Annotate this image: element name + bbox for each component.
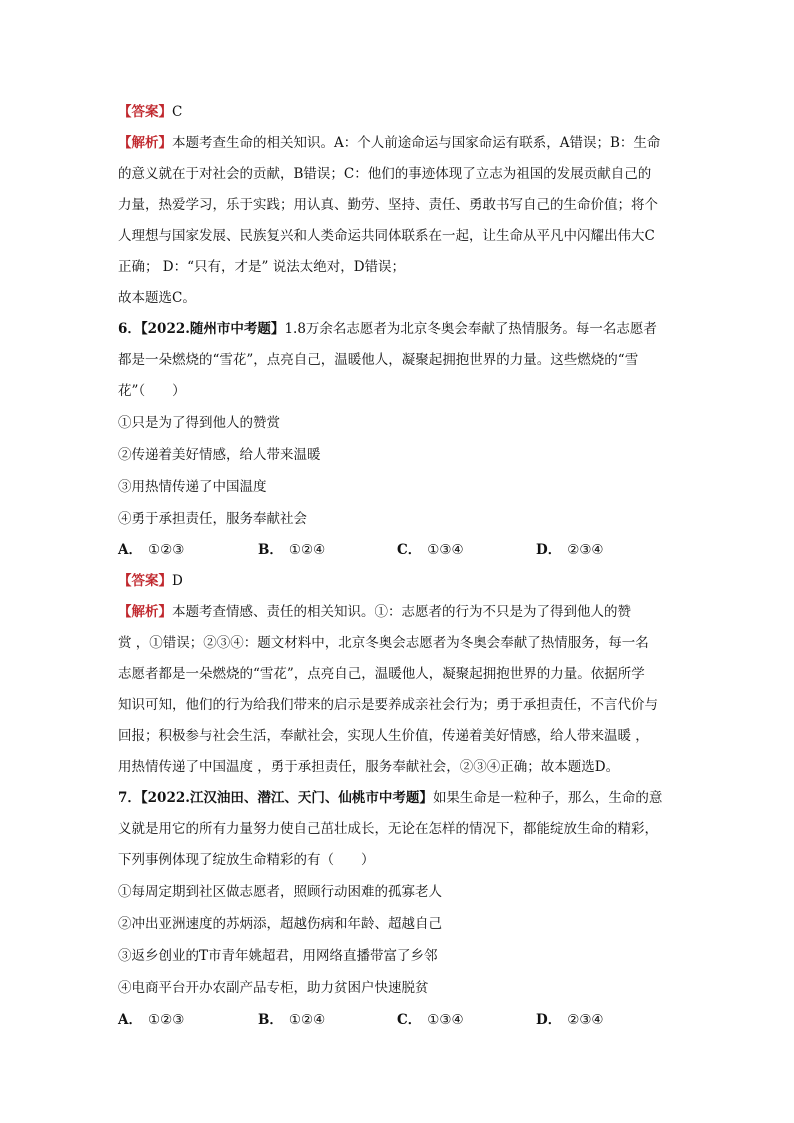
q5-answer-tag: 【答案】 [118,104,172,120]
q7-item-3: ③返乡创业的T市青年姚超君，用网络直播带富了乡邻 [118,948,438,964]
q6-item-2: ②传递着美好情感，给人带来温暖 [118,447,321,463]
q7-stem-line-3: 下列事例体现了绽放生命精彩的有（ ） [118,852,375,868]
q7-option-b-text: ①②④ [288,1012,326,1028]
q6-stem-line-2: 都是一朵燃烧的“雪花”，点亮自己，温暖他人，凝聚起拥抱世界的力量。这些燃烧的“雪 [118,352,639,368]
q7-option-b [258,1010,331,1030]
q7-option-a [118,1010,190,1030]
q7-option-c-letter: C． [397,1012,422,1028]
q6-source: 【2022.随州市中考题】 [140,321,285,337]
q7-stem-line-1 [118,788,678,808]
q7-option-a-letter: A． [118,1012,142,1028]
q6-analysis-line-3: 志愿者都是一朵燃烧的“雪花”，点亮自己，温暖他人，凝聚起拥抱世界的力量。依据所学 [118,666,645,682]
q7-stem-text-1: 如果生命是一粒种子，那么，生命的意 [432,790,663,806]
q6-analysis-tag: 【解析】 [118,604,172,620]
q6-answer-value: D [172,573,183,589]
q6-number: 6． [118,321,141,337]
q6-option-d [536,540,610,560]
q6-option-d-letter: D． [536,542,562,558]
q6-analysis-line-2: 赏 ，①错误；②③④：题文材料中，北京冬奥会志愿者为冬奥会奉献了热情服务，每一名 [118,635,649,651]
q6-option-b [258,540,331,560]
q7-option-b-letter: B． [258,1012,283,1028]
q5-analysis-line-6: 故本题选C。 [118,290,196,306]
q6-item-1: ①只是为了得到他人的赞赏 [118,415,280,431]
q5-analysis-line-1 [118,133,678,153]
q5-analysis-text-1: 本题考查生命的相关知识。A：个人前途命运与国家命运有联系，A错误；B：生命 [172,135,661,151]
q6-item-3: ③用热情传递了中国温度 [118,479,267,495]
q5-analysis-line-5: 正确； D：“只有，才是” 说法太绝对，D错误； [118,259,406,275]
q5-answer-line [118,102,678,122]
q7-option-c [397,1010,470,1030]
q7-option-d-letter: D． [536,1012,562,1028]
q5-analysis-line-3: 力量，热爱学习，乐于实践；用认真、勤劳、坚持、责任、勇敢书写自己的生命价值；将个 [118,197,658,213]
q7-stem-line-2: 义就是用它的所有力量努力使自己茁壮成长，无论在怎样的情况下，都能绽放生命的精彩， [118,821,658,837]
q6-option-a-text: ①②③ [147,542,185,558]
q6-analysis-text-1: 本题考查情感、责任的相关知识。①：志愿者的行为不只是为了得到他人的赞 [172,604,631,620]
q5-analysis-line-2: 的意义就在于对社会的贡献，B错误；C：他们的事迹体现了立志为祖国的发展贡献自己的 [118,166,652,182]
q6-option-c-letter: C． [397,542,422,558]
q7-item-2: ②冲出亚洲速度的苏炳添，超越伤病和年龄、超越自己 [118,916,442,932]
q7-option-d-text: ②③④ [567,1012,604,1028]
q6-analysis-line-4: 知识可知，他们的行为给我们带来的启示是要养成亲社会行为；勇于承担责任，不言代价与 [118,697,658,713]
q5-analysis-line-4: 人理想与国家发展、民族复兴和人类命运共同体联系在一起，让生命从平凡中闪耀出伟大C [118,228,655,244]
q7-source: 【2022.江汉油田、潜江、天门、仙桃市中考题】 [140,790,433,806]
q7-item-4: ④电商平台开办农副产品专柜，助力贫困户快速脱贫 [118,980,429,996]
q6-analysis-line-6: 用热情传递了中国温度 ，勇于承担责任，服务奉献社会，②③④正确；故本题选D。 [118,759,620,775]
q6-option-d-text: ②③④ [567,542,604,558]
q7-option-d [536,1010,610,1030]
q6-answer-tag: 【答案】 [118,573,172,589]
q7-option-c-text: ①③④ [427,1012,464,1028]
q6-option-b-letter: B． [258,542,283,558]
q5-answer-value: C [172,104,183,120]
q6-analysis-line-1 [118,602,678,622]
q7-item-1: ①每周定期到社区做志愿者，照顾行动困难的孤寡老人 [118,884,442,900]
q6-stem-text-1: 1.8万余名志愿者为北京冬奥会奉献了热情服务。每一名志愿者 [284,321,657,337]
q6-option-c [397,540,470,560]
q5-analysis-tag: 【解析】 [118,135,172,151]
q7-number: 7． [118,790,141,806]
q6-item-4: ④勇于承担责任，服务奉献社会 [118,511,307,527]
q6-stem-line-3: 花”（ ） [118,383,186,399]
q6-analysis-line-5: 回报；积极参与社会生活，奉献社会，实现人生价值，传递着美好情感，给人带来温暖 ， [118,728,649,744]
q7-option-a-text: ①②③ [147,1012,185,1028]
q6-option-a [118,540,190,560]
q6-option-a-letter: A． [118,542,142,558]
q6-stem-line-1 [118,319,678,339]
q6-option-c-text: ①③④ [427,542,464,558]
q6-answer-line [118,571,678,591]
q6-option-b-text: ①②④ [288,542,326,558]
